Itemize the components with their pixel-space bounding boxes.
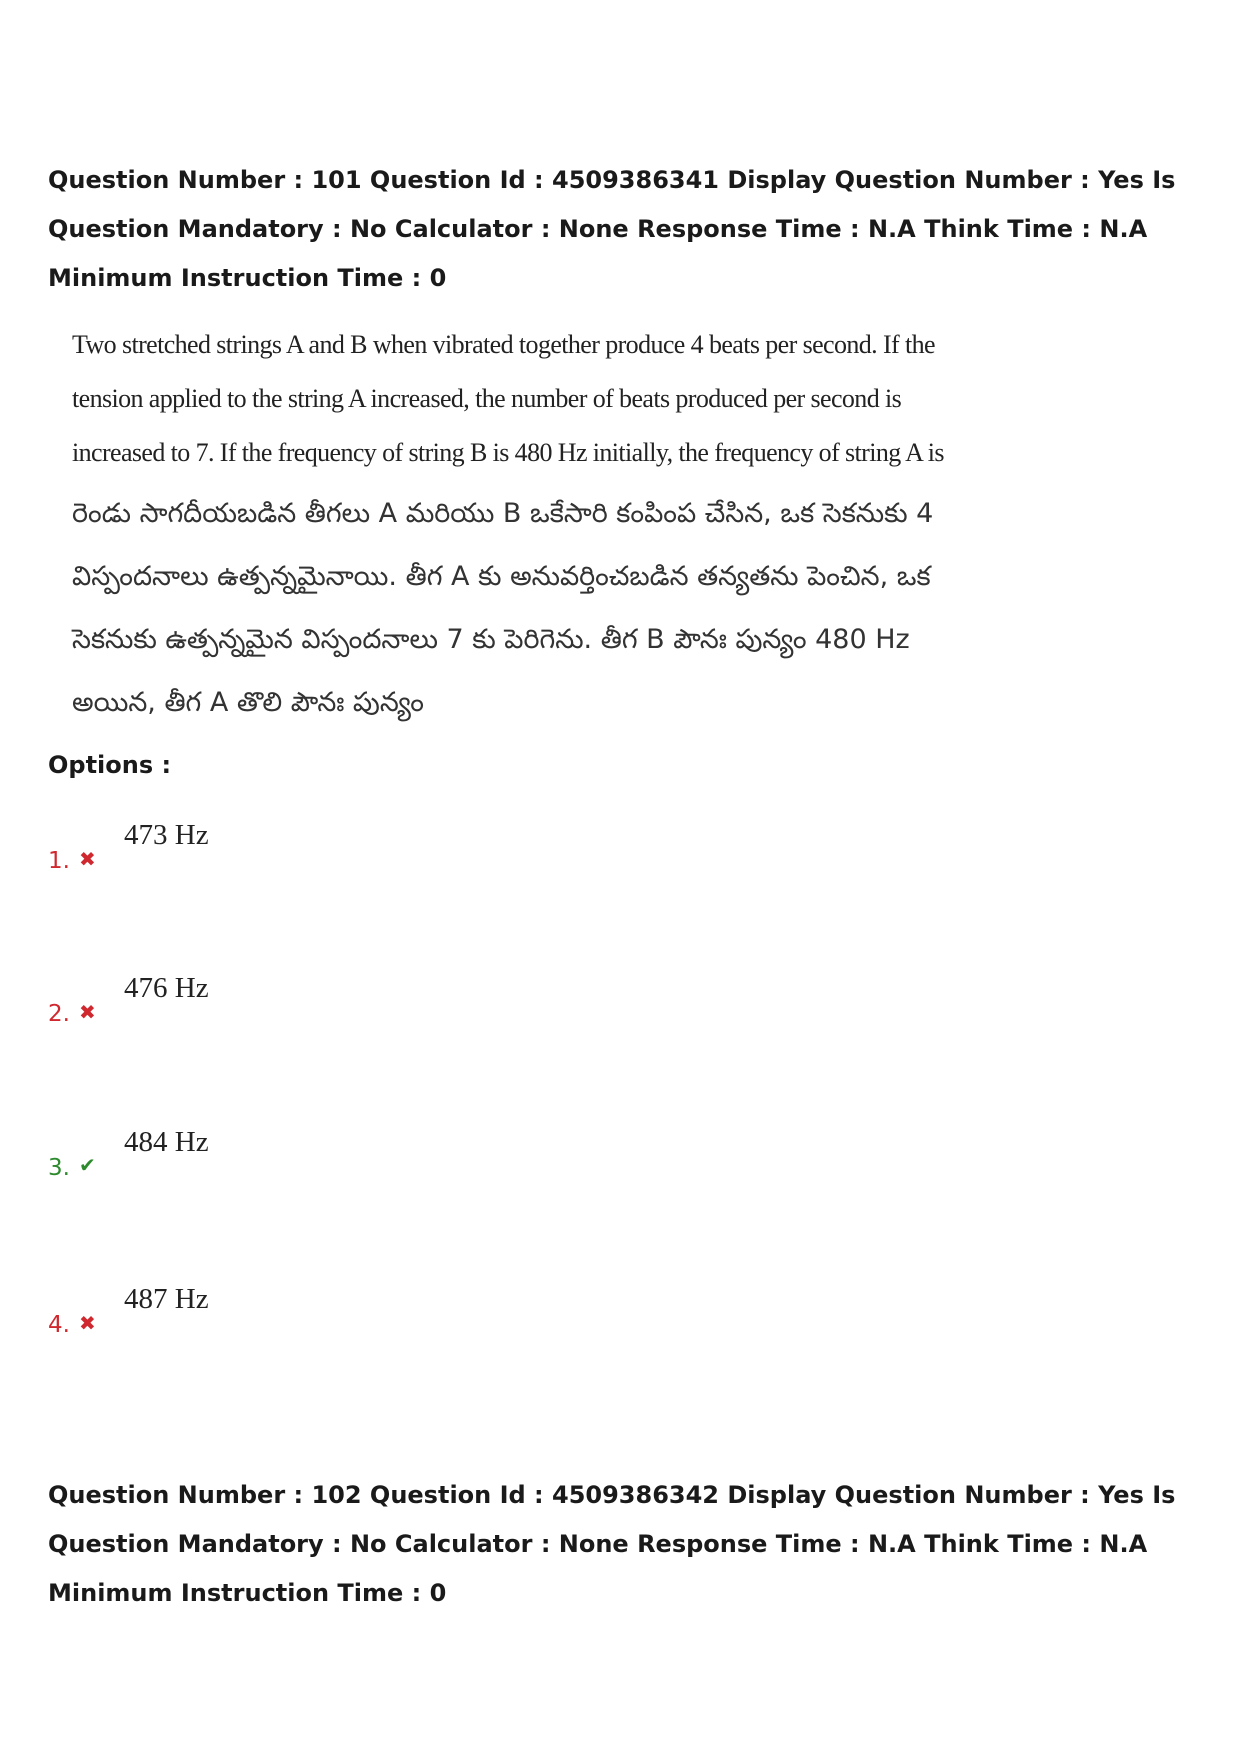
option-number: 1.: [48, 848, 70, 874]
options-label: Options :: [48, 751, 172, 779]
question-102-meta: Question Number : 102 Question Id : 4509386342 Display Question Number : Yes Is Question Mandatory : No Calculator : None Response Time : N.A Think Time : N.A Minimum Instruction Time : 0: [48, 1481, 1176, 1607]
option-number: 3.: [48, 1155, 70, 1181]
option-text: 473 Hz: [124, 819, 209, 851]
option-2: [0, 968, 1240, 1088]
option-4: [0, 1279, 1240, 1399]
question-text-telugu: రెండు సాగదీయబడిన తీగలు A మరియు B ఒకేసారి కంపింప చేసిన, ఒక సెకనుకు 4 విస్పందనాలు ఉత్పన్నమైనాయి. తీగ A కు అనువర్తించబడిన తన్యతను పెంచిన, ఒక సెకనుకు ఉత్పన్నమైన విస్పందనాలు 7 కు పెరిగెను. తీగ B పౌనః పున్యం 480 Hz అయిన, తీగ A తొలి పౌనః పున్యం: [72, 498, 934, 718]
option-3: [0, 1122, 1240, 1242]
option-text: 487 Hz: [124, 1283, 209, 1315]
option-number: 4.: [48, 1312, 70, 1338]
cross-icon: ✖: [79, 1311, 96, 1335]
question-101-meta: Question Number : 101 Question Id : 4509386341 Display Question Number : Yes Is Question Mandatory : No Calculator : None Response Time : N.A Think Time : N.A Minimum Instruction Time : 0: [48, 166, 1176, 292]
cross-icon: ✖: [79, 847, 96, 871]
question-101-body: [72, 318, 952, 734]
check-icon: ✔: [79, 1153, 96, 1177]
question-text-english: Two stretched strings A and B when vibrated together produce 4 beats per second. If the tension applied to the string A increased, the number of beats produced per second is increased to 7. If the frequency of string B is 480 Hz initially, the frequency of string A is: [72, 330, 944, 467]
option-text: 484 Hz: [124, 1126, 209, 1158]
cross-icon: ✖: [79, 1000, 96, 1024]
option-number: 2.: [48, 1001, 70, 1027]
option-1: [0, 815, 1240, 935]
option-text: 476 Hz: [124, 972, 209, 1004]
